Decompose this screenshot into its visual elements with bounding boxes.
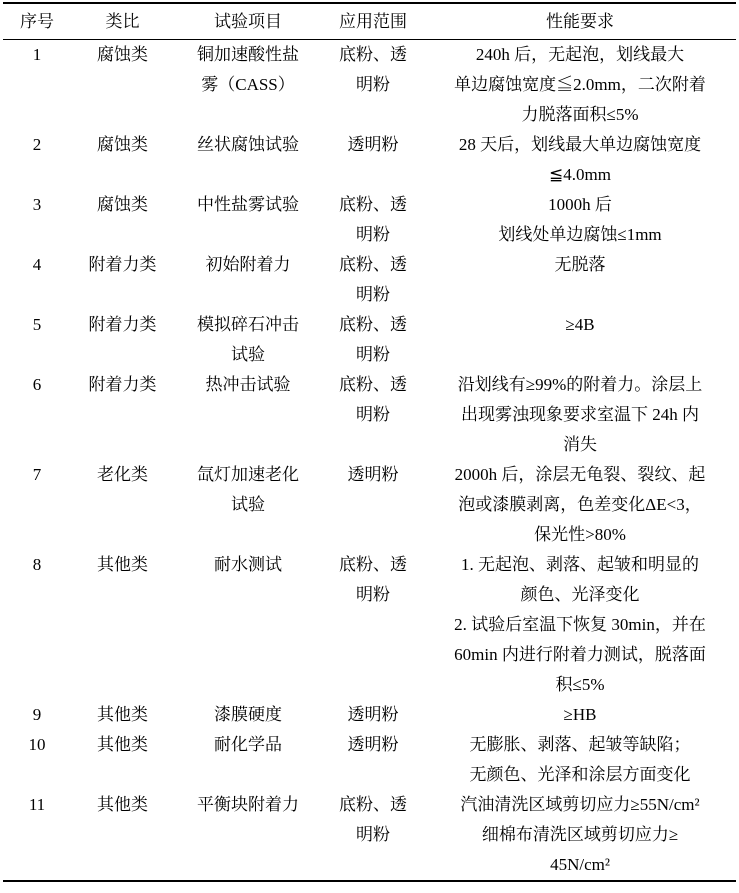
cell-scope-line: 底粉、透 [339,195,407,214]
cell-no-content [3,730,71,760]
table-row [3,190,736,250]
cell-requirement [424,40,736,131]
cell-test-item-line: 模拟碎石冲击 [197,315,299,334]
cell-test-item [174,310,322,370]
table-row [3,250,736,310]
cell-category-text: 附着力类 [88,375,157,394]
cell-requirement-line: 60min 内进行附着力测试，脱落面 [454,645,706,664]
cell-requirement [424,130,736,190]
cell-test-item-content [174,700,322,730]
cell-scope-line: 透明粉 [347,705,399,724]
table-row [3,130,736,190]
cell-test-item-content [174,460,322,520]
cell-no-text: 11 [28,795,46,814]
table-row [3,460,736,550]
cell-test-item-content [174,130,322,160]
cell-requirement-line: 颜色、光泽变化 [520,585,640,604]
cell-scope [322,250,424,310]
cell-category [71,790,174,881]
cell-scope-line: 明粉 [356,345,390,364]
cell-category-text: 附着力类 [88,255,157,274]
cell-no-text: 9 [32,705,42,724]
cell-no [3,310,71,370]
cell-test-item-line: 耐化学品 [214,735,282,754]
cell-no-text: 8 [32,555,42,574]
cell-requirement-line: ≦4.0mm [549,165,611,184]
cell-test-item-line: 铜加速酸性盐 [197,45,299,64]
cell-category-content [71,310,174,340]
cell-no-text: 4 [32,255,42,274]
cell-no [3,40,71,131]
cell-scope-line: 底粉、透 [339,555,407,574]
cell-test-item-line: 雾（CASS） [201,75,295,94]
cell-category-content [71,250,174,280]
cell-scope-content [322,250,424,310]
cell-requirement-line: 无颜色、光泽和涂层方面变化 [469,765,691,784]
cell-no [3,130,71,190]
cell-category-text: 其他类 [97,555,148,574]
cell-test-item-content [174,370,322,400]
cell-category [71,550,174,700]
cell-requirement-line: 无脱落 [554,255,606,274]
cell-requirement-line: 沿划线有≥99%的附着力。涂层上 [457,375,703,394]
cell-category-text: 附着力类 [88,315,157,334]
cell-test-item-line: 试验 [231,495,265,514]
cell-test-item-line: 中性盐雾试验 [197,195,299,214]
cell-test-item-line: 氙灯加速老化 [197,465,299,484]
cell-scope [322,370,424,460]
cell-no-text: 1 [32,45,42,64]
cell-requirement-line: 消失 [563,435,597,454]
cell-requirement-content [424,700,736,730]
cell-requirement-line: 积≤5% [555,675,605,694]
cell-requirement-line: 细棉布清洗区域剪切应力≥ [481,825,679,844]
cell-test-item [174,700,322,730]
cell-requirement [424,730,736,790]
cell-requirement-line: 1000h 后 [548,195,612,214]
cell-no-text: 7 [32,465,42,484]
cell-scope [322,550,424,700]
cell-category-text: 老化类 [97,465,148,484]
cell-requirement-content [424,40,736,130]
table-row [3,370,736,460]
cell-test-item-line: 试验 [231,345,265,364]
cell-requirement-line: 单边腐蚀宽度≦2.0mm，二次附着 [454,75,706,94]
cell-requirement [424,310,736,370]
cell-test-item-content [174,40,322,100]
cell-scope-content [322,40,424,100]
cell-no [3,550,71,700]
cell-category [71,460,174,550]
cell-requirement-line: 2000h 后，涂层无龟裂、裂纹、起 [454,465,706,484]
cell-category-content [71,700,174,730]
cell-scope-content [322,130,424,160]
cell-test-item-content [174,310,322,370]
cell-category [71,190,174,250]
cell-requirement-line: 出现雾浊现象要求室温下 24h 内 [461,405,699,424]
cell-scope [322,790,424,881]
cell-scope-line: 底粉、透 [339,45,407,64]
cell-scope-content [322,730,424,760]
cell-requirement [424,250,736,310]
header-test-item: 试验项目 [174,3,322,40]
table-body [3,40,736,882]
cell-test-item-line: 丝状腐蚀试验 [197,135,299,154]
cell-category-text: 其他类 [97,705,148,724]
cell-test-item [174,730,322,790]
cell-scope [322,130,424,190]
cell-scope [322,310,424,370]
cell-requirement-content [424,790,736,880]
cell-test-item-content [174,730,322,760]
header-row [3,3,736,40]
cell-category-text: 腐蚀类 [97,45,148,64]
header-category: 类比 [71,3,174,40]
cell-no [3,250,71,310]
cell-no-content [3,40,71,70]
cell-requirement-content [424,250,736,280]
cell-category-content [71,460,174,490]
cell-scope [322,40,424,131]
cell-test-item-content [174,550,322,580]
cell-scope-content [322,310,424,370]
cell-test-item [174,190,322,250]
cell-category-content [71,370,174,400]
cell-requirement [424,190,736,250]
cell-no-content [3,310,71,340]
cell-no [3,790,71,881]
cell-no-content [3,130,71,160]
cell-requirement-line: 无膨胀、剥落、起皱等缺陷； [469,735,691,754]
cell-requirement-content [424,460,736,550]
cell-test-item-content [174,250,322,280]
cell-test-item [174,250,322,310]
cell-no-content [3,790,71,820]
cell-category-text: 其他类 [97,795,148,814]
cell-category [71,250,174,310]
cell-category-content [71,190,174,220]
cell-requirement [424,550,736,700]
cell-category [71,730,174,790]
cell-scope-line: 明粉 [356,225,390,244]
table-row [3,700,736,730]
cell-test-item-content [174,790,322,820]
cell-test-item [174,550,322,700]
table-row [3,310,736,370]
cell-category [71,40,174,131]
cell-category-content [71,550,174,580]
cell-no-text: 10 [28,735,46,754]
table-row [3,730,736,790]
cell-test-item [174,460,322,550]
cell-test-item-line: 耐水测试 [214,555,282,574]
cell-scope-content [322,370,424,430]
cell-requirement-content [424,730,736,790]
cell-scope-content [322,190,424,250]
cell-scope-content [322,460,424,490]
cell-no-content [3,550,71,580]
cell-requirement [424,700,736,730]
header-scope: 应用范围 [322,3,424,40]
cell-requirement-content [424,370,736,460]
cell-requirement-line: 45N/cm² [550,855,610,874]
table-row [3,550,736,700]
cell-no-text: 6 [32,375,42,394]
cell-requirement [424,790,736,881]
cell-scope-line: 底粉、透 [339,315,407,334]
cell-category [71,130,174,190]
header-no: 序号 [3,3,71,40]
header-requirement: 性能要求 [424,3,736,40]
cell-category [71,370,174,460]
cell-test-item-line: 平衡块附着力 [197,795,299,814]
cell-test-item [174,40,322,131]
cell-requirement-line: 划线处单边腐蚀≤1mm [498,225,662,244]
table-row [3,40,736,131]
cell-no-content [3,250,71,280]
cell-requirement-content [424,550,736,700]
cell-requirement-content [424,130,736,190]
cell-scope-content [322,550,424,610]
cell-scope-line: 透明粉 [347,735,399,754]
cell-scope-line: 底粉、透 [339,375,407,394]
cell-requirement-line: 28 天后，划线最大单边腐蚀宽度 [458,135,702,154]
cell-no-text: 3 [32,195,42,214]
cell-scope-line: 明粉 [356,585,390,604]
cell-scope [322,700,424,730]
cell-test-item-line: 热冲击试验 [205,375,291,394]
cell-requirement-line: 240h 后，无起泡，划线最大 [475,45,685,64]
cell-category-text: 腐蚀类 [97,135,148,154]
cell-no-content [3,190,71,220]
cell-scope [322,460,424,550]
cell-test-item [174,370,322,460]
cell-requirement-content [424,190,736,250]
cell-category-content [71,730,174,760]
cell-test-item-line: 漆膜硬度 [214,705,282,724]
cell-no-content [3,370,71,400]
cell-scope-line: 底粉、透 [339,255,407,274]
cell-requirement-line: ≥4B [565,315,595,334]
cell-test-item [174,130,322,190]
cell-category-content [71,130,174,160]
cell-no [3,190,71,250]
cell-scope-line: 透明粉 [347,135,399,154]
performance-requirements-table [3,2,736,882]
cell-requirement-line: 保光性>80% [534,525,626,544]
cell-scope [322,730,424,790]
cell-category-text: 腐蚀类 [97,195,148,214]
cell-requirement [424,370,736,460]
cell-test-item-content [174,190,322,220]
cell-requirement-line: 2. 试验后室温下恢复 30min，并在 [454,615,706,634]
cell-no-text: 5 [32,315,42,334]
cell-scope-line: 明粉 [356,75,390,94]
cell-requirement-content [424,310,736,340]
cell-no [3,700,71,730]
cell-no [3,730,71,790]
cell-scope-line: 明粉 [356,285,390,304]
cell-no-text: 2 [32,135,42,154]
cell-test-item-line: 初始附着力 [205,255,291,274]
cell-scope-content [322,700,424,730]
cell-category [71,700,174,730]
cell-test-item [174,790,322,881]
cell-category-content [71,40,174,70]
table-header [3,3,736,40]
table-row [3,790,736,881]
cell-category-content [71,790,174,820]
cell-no [3,460,71,550]
cell-category-text: 其他类 [97,735,148,754]
cell-requirement-line: 泡或漆膜剥离，色差变化ΔE<3， [458,495,702,514]
cell-requirement [424,460,736,550]
cell-requirement-line: 汽油清洗区域剪切应力≥55N/cm² [460,795,700,814]
cell-requirement-line: 1. 无起泡、剥落、起皱和明显的 [461,555,699,574]
cell-requirement-line: ≥HB [563,705,597,724]
cell-no-content [3,700,71,730]
cell-scope-line: 底粉、透 [339,795,407,814]
cell-scope-content [322,790,424,850]
cell-scope-line: 明粉 [356,825,390,844]
cell-category [71,310,174,370]
cell-scope [322,190,424,250]
cell-requirement-line: 力脱落面积≤5% [521,105,639,124]
cell-scope-line: 透明粉 [347,465,399,484]
cell-scope-line: 明粉 [356,405,390,424]
cell-no-content [3,460,71,490]
cell-no [3,370,71,460]
